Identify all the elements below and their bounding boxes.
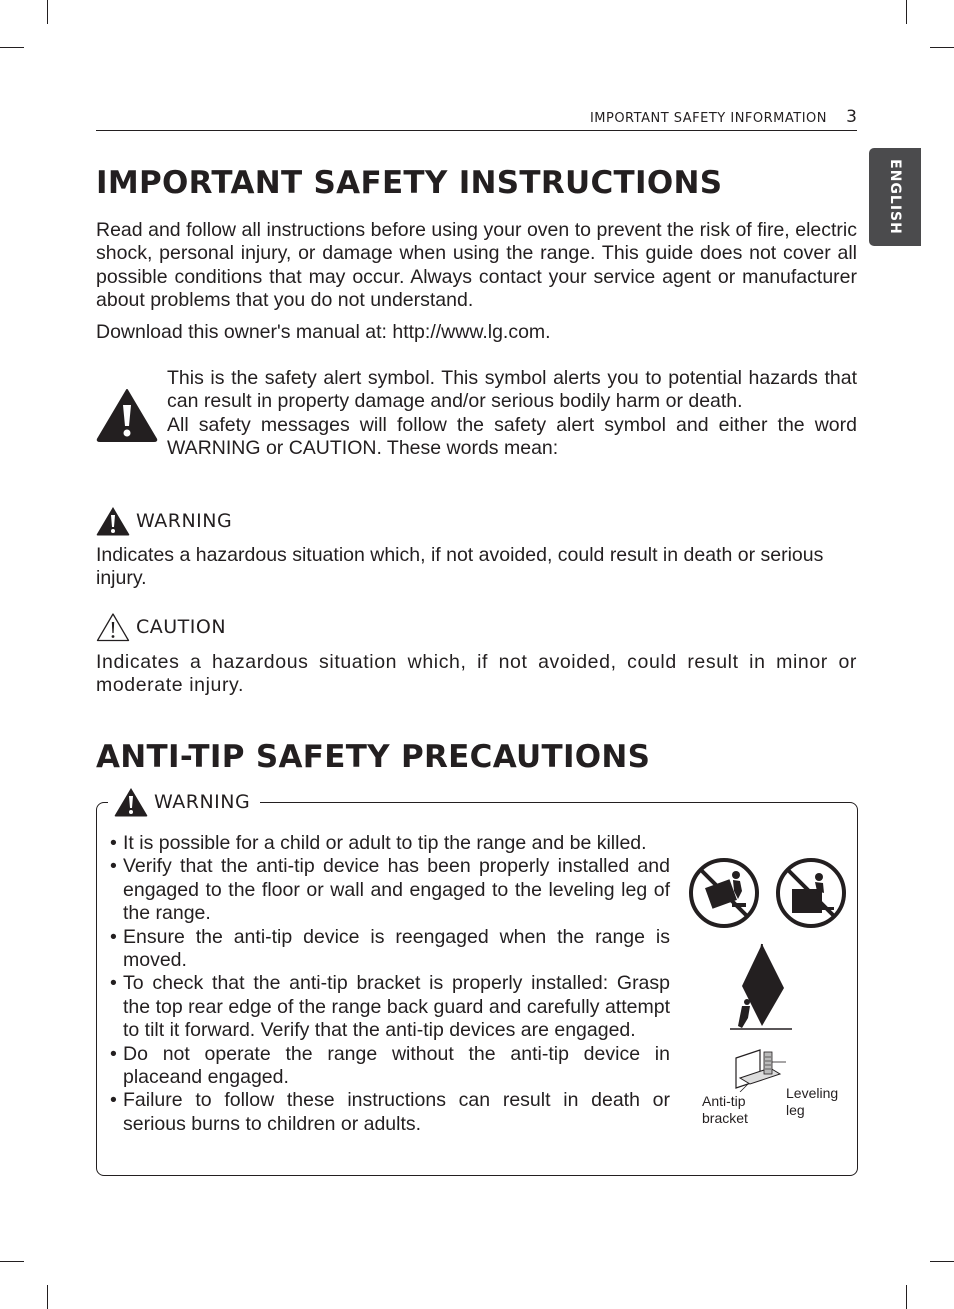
- warning-signal: [96, 506, 232, 536]
- crop-mark: [47, 1285, 48, 1309]
- caution-signal: [96, 612, 226, 642]
- language-tab-label: ENGLISH: [887, 159, 903, 235]
- safety-alert-icon: [96, 388, 158, 442]
- list-item: • It is possible for a child or adult to tip the range and be killed.: [110, 832, 670, 855]
- list-item: • Ensure the anti-tip device is reengaged when the range is moved.: [110, 926, 670, 973]
- tipping-range-illustration: [728, 942, 796, 1032]
- header-section-title: IMPORTANT SAFETY INFORMATION: [589, 111, 827, 126]
- warning-icon: [96, 506, 130, 536]
- page-title: IMPORTANT SAFETY INSTRUCTIONS: [96, 165, 723, 201]
- list-item: • Verify that the anti-tip device has been properly installed and engaged to the floor or wall and engaged to the leveling leg of the range.: [110, 855, 670, 925]
- anti-tip-warning-signal: [108, 787, 260, 817]
- no-climbing-on-range-icon: [775, 857, 847, 929]
- alert-symbol-text-2: All safety messages will follow the safety alert symbol and either the word WARNING or CAUTION. These words mean:: [167, 413, 857, 460]
- crop-mark: [0, 47, 24, 48]
- anti-tip-warning-label: WARNING: [154, 791, 251, 813]
- warning-label: WARNING: [136, 510, 233, 532]
- list-item: • Failure to follow these instructions can result in death or serious burns to children or adults.: [110, 1089, 670, 1136]
- anti-tip-title: ANTI-TIP SAFETY PRECAUTIONS: [96, 739, 651, 775]
- page-number: 3: [846, 107, 857, 127]
- leveling-leg-label: Leveling leg: [786, 1085, 839, 1118]
- intro-paragraph: Read and follow all instructions before using your oven to prevent the risk of fire, electric shock, personal injury, or damage when using the range. This guide does not cover all possible conditions that may occur. Always contact your service agent or manufacturer about problems that you do not understand.: [96, 219, 857, 312]
- list-item: • Do not operate the range without the anti-tip device in placeand engaged.: [110, 1043, 670, 1090]
- caution-description: Indicates a hazardous situation which, if not avoided, could result in minor or moderate injury.: [96, 651, 857, 697]
- caution-icon: [96, 612, 130, 642]
- crop-mark: [930, 1261, 954, 1262]
- warning-icon: [114, 787, 148, 817]
- crop-mark: [930, 47, 954, 48]
- download-line: Download this owner's manual at: http://www.lg.com.: [96, 321, 551, 343]
- no-child-climbing-door-icon: [688, 857, 760, 929]
- crop-mark: [906, 1285, 907, 1309]
- anti-tip-bracket-label: Anti-tip bracket: [702, 1093, 748, 1126]
- anti-tip-bracket-illustration: [730, 1048, 788, 1092]
- warning-description: Indicates a hazardous situation which, if not avoided, could result in death or serious injury.: [96, 544, 824, 590]
- alert-symbol-text-1: This is the safety alert symbol. This symbol alerts you to potential hazards that can result in property damage and/or serious bodily harm or death.: [167, 367, 857, 413]
- crop-mark: [47, 0, 48, 24]
- language-tab: [869, 148, 921, 246]
- anti-tip-bullet-list: [110, 832, 670, 1136]
- caution-label: CAUTION: [136, 616, 227, 638]
- list-item: • To check that the anti-tip bracket is properly installed: Grasp the top rear edge of the range back guard and carefully attempt to tilt it forward. Verify that the anti-tip devices are engaged.: [110, 972, 670, 1042]
- running-header: [96, 107, 857, 131]
- alert-symbol-description: [167, 367, 857, 461]
- crop-mark: [906, 0, 907, 24]
- crop-mark: [0, 1261, 24, 1262]
